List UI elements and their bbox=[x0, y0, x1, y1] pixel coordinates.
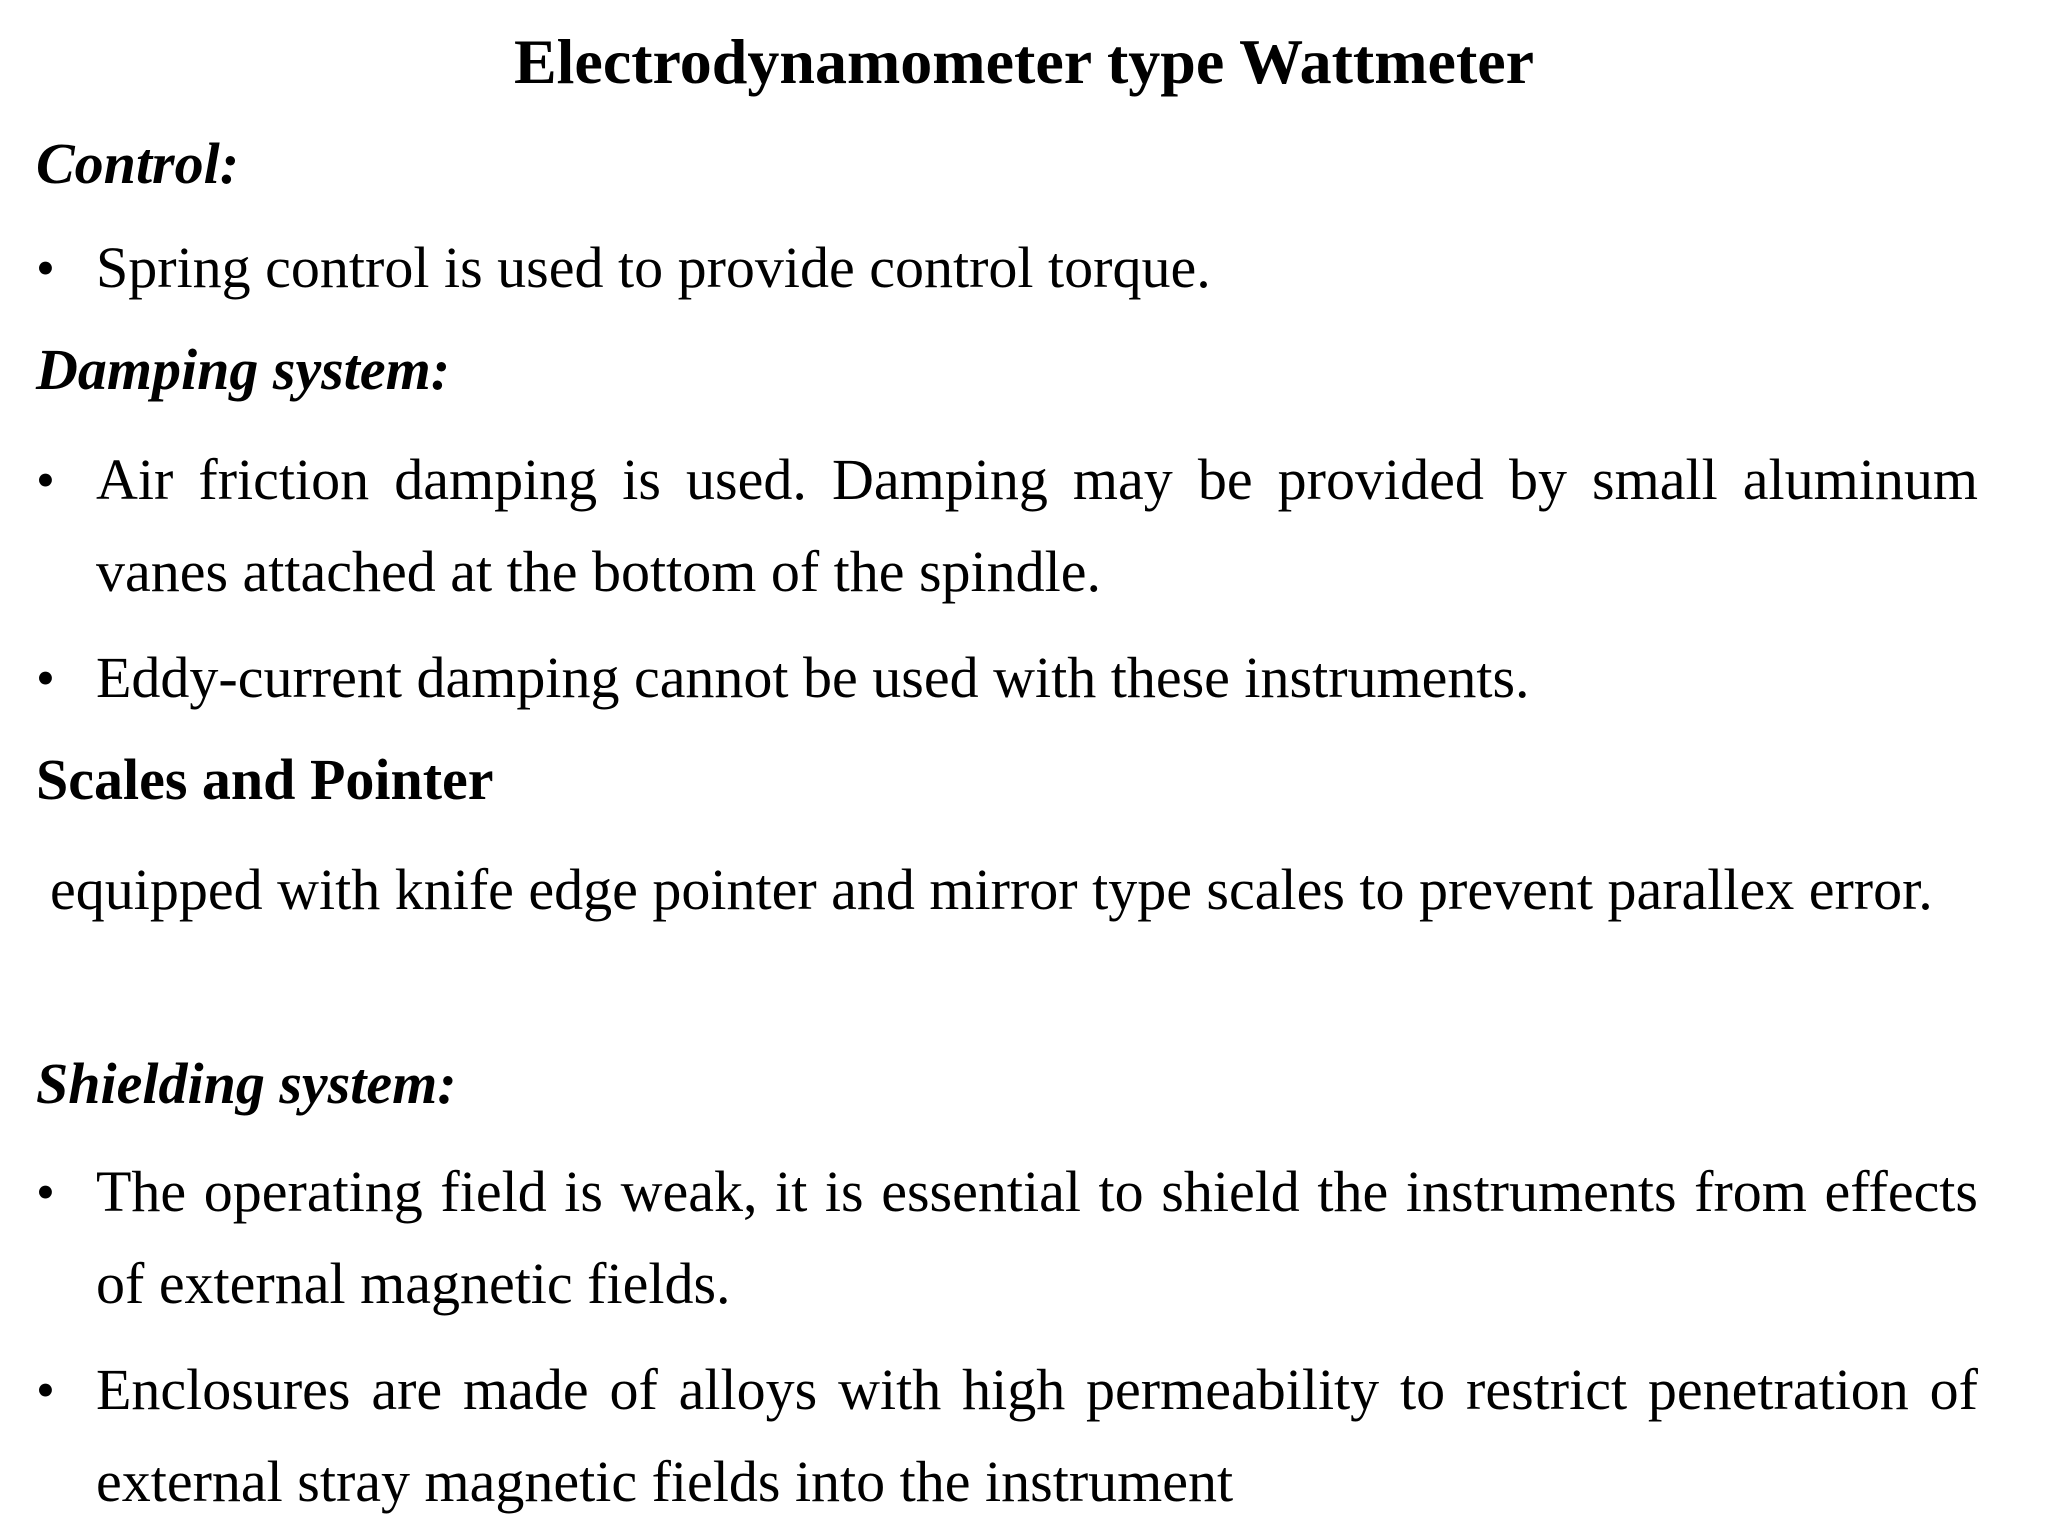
bullet-marker: • bbox=[36, 1162, 55, 1222]
bullet-item-damping-1 bbox=[36, 434, 1978, 618]
bullet-marker: • bbox=[36, 1360, 55, 1420]
bullet-text: The operating field is weak, it is essential to shield the instruments from effects of external magnetic fields. bbox=[96, 1159, 1978, 1316]
bullet-item-shielding-2 bbox=[36, 1344, 1978, 1528]
bullet-item-shielding-1 bbox=[36, 1146, 1978, 1330]
bullet-text: Air friction damping is used. Damping may be provided by small aluminum vanes attached at the bottom of the spindle. bbox=[96, 447, 1978, 604]
bullet-marker: • bbox=[36, 450, 55, 510]
scales-paragraph: equipped with knife edge pointer and mirror type scales to prevent parallex error. bbox=[50, 857, 1933, 922]
bullet-item-control-1 bbox=[36, 222, 1978, 314]
section-heading-damping: Damping system: bbox=[36, 337, 451, 402]
bullet-text: Spring control is used to provide control torque. bbox=[96, 235, 1211, 300]
page-title: Electrodynamometer type Wattmeter bbox=[513, 26, 1535, 97]
bullet-item-damping-2 bbox=[36, 632, 1978, 724]
bullet-text: Enclosures are made of alloys with high permeability to restrict penetration of external stray magnetic fields into the instrument bbox=[96, 1357, 1978, 1514]
section-heading-shielding: Shielding system: bbox=[36, 1051, 457, 1116]
bullet-text: Eddy-current damping cannot be used with these instruments. bbox=[96, 645, 1530, 710]
bullet-marker: • bbox=[36, 648, 55, 708]
section-heading-scales: Scales and Pointer bbox=[36, 747, 494, 812]
bullet-marker: • bbox=[36, 238, 55, 298]
section-heading-control: Control: bbox=[36, 131, 240, 196]
